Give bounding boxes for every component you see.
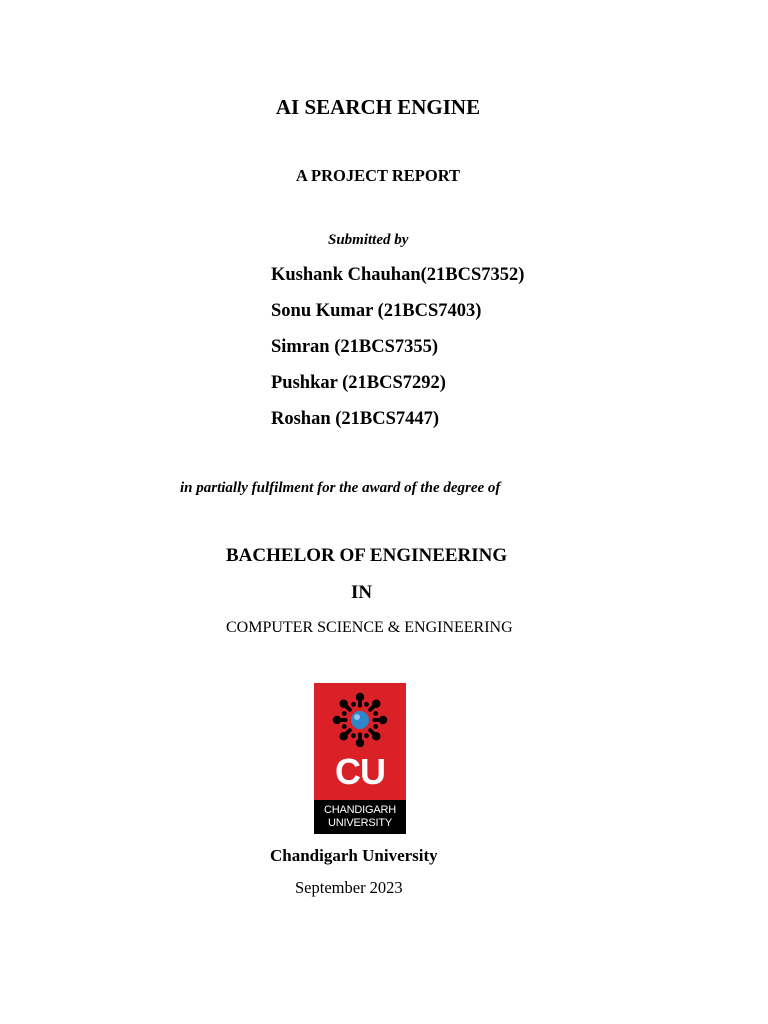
member-name: Pushkar (21BCS7292) xyxy=(271,373,446,393)
cu-emblem-icon xyxy=(330,687,390,753)
report-subtitle: A PROJECT REPORT xyxy=(295,166,461,185)
member-name: Kushank Chauhan(21BCS7352) xyxy=(271,265,525,285)
submitted-by-label: Submitted by xyxy=(328,232,409,248)
report-title: AI SEARCH ENGINE xyxy=(275,95,481,119)
degree-title: BACHELOR OF ENGINEERING xyxy=(226,545,508,566)
branch-name: COMPUTER SCIENCE & ENGINEERING xyxy=(226,619,513,636)
logo-text-line: UNIVERSITY xyxy=(327,817,392,829)
member-name: Simran (21BCS7355) xyxy=(271,337,439,357)
logo-mark: CU xyxy=(335,751,385,792)
logo-text-line: CHANDIGARH xyxy=(324,804,396,816)
member-name: Roshan (21BCS7447) xyxy=(271,409,440,429)
university-name: Chandigarh University xyxy=(270,846,438,865)
degree-in-word: IN xyxy=(351,582,373,603)
fulfilment-statement: in partially fulfilment for the award of the degree of xyxy=(180,480,501,496)
university-logo xyxy=(314,683,406,834)
member-name: Sonu Kumar (21BCS7403) xyxy=(271,301,482,321)
report-date: September 2023 xyxy=(295,878,403,897)
